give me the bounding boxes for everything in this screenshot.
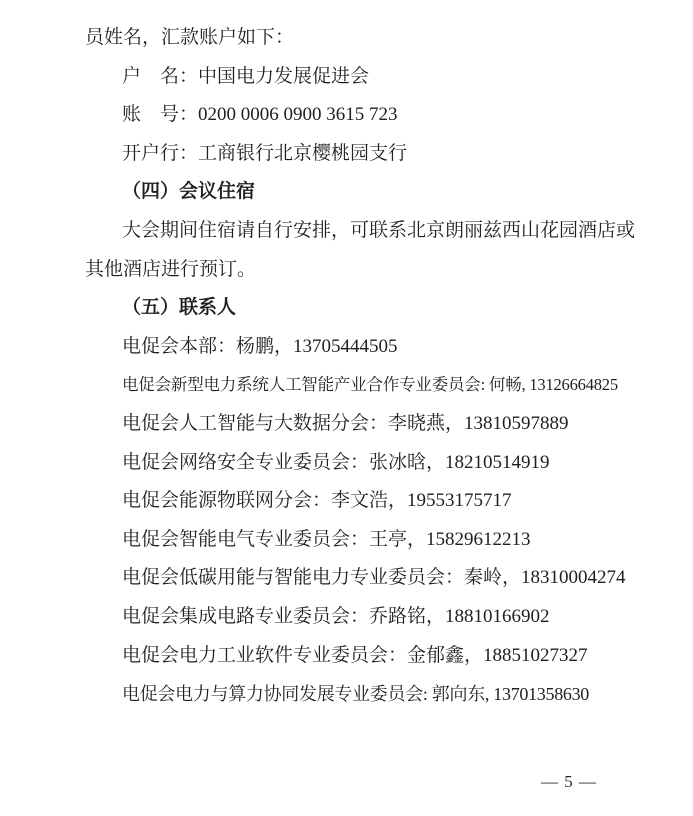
contact-line-new-power-ai: 电促会新型电力系统人工智能产业合作专业委员会: 何畅, 13126664825 (122, 375, 618, 395)
contact-line-energy-iot: 电促会能源物联网分会：李文浩，19553175717 (122, 490, 512, 512)
contact-line-smart-electric: 电促会智能电气专业委员会：王亭，15829612213 (122, 528, 531, 550)
bank-branch-line: 开户行：工商银行北京樱桃园支行 (122, 142, 408, 164)
contact-line-low-carbon: 电促会低碳用能与智能电力专业委员会：秦岭，18310004274 (122, 567, 626, 589)
contact-line-network-security: 电促会网络安全专业委员会：张冰晗，18210514919 (122, 451, 550, 473)
contact-line-ai-bigdata: 电促会人工智能与大数据分会：李晓燕，13810597889 (122, 412, 569, 434)
contact-line-power-computing: 电促会电力与算力协同发展专业委员会: 郭向东, 13701358630 (122, 684, 589, 705)
intro-text-line: 员姓名，汇款账户如下： (85, 27, 295, 48)
section-heading-contacts: （五）联系人 (122, 297, 237, 319)
document-body (85, 19, 636, 714)
page-number: — 5 — (541, 772, 597, 791)
contact-line-integrated-circuit: 电促会集成电路专业委员会：乔路铭，18810166902 (122, 605, 550, 627)
account-number-line: 账 号：0200 0006 0900 3615 723 (122, 104, 398, 126)
accommodation-text-line-1: 大会期间住宿请自行安排，可联系北京朗丽兹西山花园酒店或 (122, 219, 636, 241)
contact-line-industrial-software: 电促会电力工业软件专业委员会：金郁鑫，18851027327 (122, 644, 588, 666)
account-holder-line: 户 名：中国电力发展促进会 (122, 65, 370, 87)
accommodation-text-line-2: 其他酒店进行预订。 (85, 258, 257, 280)
section-heading-accommodation: （四）会议住宿 (122, 181, 256, 203)
contact-line-headquarters: 电促会本部：杨鹏，13705444505 (122, 335, 398, 357)
